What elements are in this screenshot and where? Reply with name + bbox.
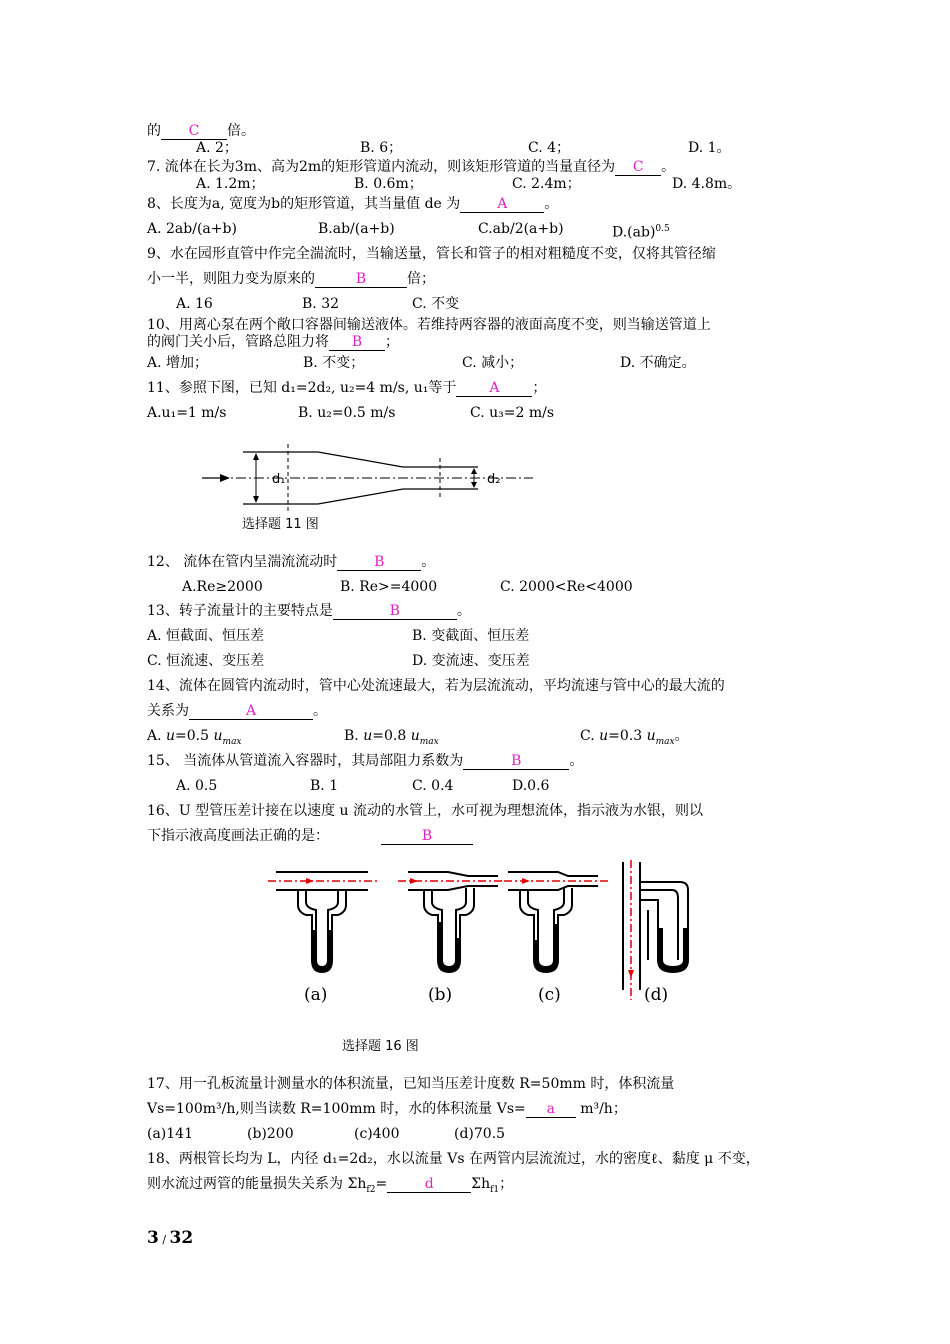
q15-option-a: A. 0.5 [176, 778, 218, 794]
q13-suffix: 。 [456, 603, 471, 619]
q16-figure-caption: 选择题 16 图 [342, 1039, 419, 1054]
q14-b-umax: u [410, 728, 420, 744]
figure-label-a: (a) [304, 985, 328, 1005]
q16-answer: B [381, 828, 473, 845]
q7-option-b: B. 0.6m； [354, 176, 423, 192]
q8-option-a: A. 2ab/(a+b) [147, 221, 237, 237]
q9-line2-text: 小一半，则阻力变为原来的 [147, 271, 315, 287]
q15-suffix: 。 [569, 753, 584, 769]
q8-option-c: C.ab/2(a+b) [478, 221, 564, 237]
q14-b-label: B. [344, 728, 364, 744]
q10-option-d: D. 不确定。 [620, 355, 696, 371]
q12-option-a: A.Re≥2000 [182, 579, 263, 595]
q8-option-d-sup: 0.5 [655, 224, 670, 234]
q14-c-end: 。 [674, 728, 689, 744]
page-total: 32 [169, 1228, 194, 1248]
q13-stem [147, 602, 471, 620]
flow-arrow-icon [220, 474, 230, 482]
q14-b-sub: max [419, 736, 439, 747]
q11-option-c: C. u₃=2 m/s [470, 405, 555, 421]
q6-prefix: 的 [147, 123, 161, 139]
q9-suffix: 倍； [407, 271, 435, 287]
q6-suffix: 倍。 [227, 123, 255, 139]
q11-option-a: A.u₁=1 m/s [147, 405, 227, 421]
q17-option-c: (c)400 [354, 1126, 400, 1142]
page-number [147, 1228, 193, 1248]
q15-stem [147, 752, 583, 770]
q6-option-d: D. 1。 [688, 140, 731, 156]
q15-answer: B [463, 753, 569, 770]
q7-suffix: 。 [661, 159, 676, 175]
q14-c-label: C. [580, 728, 600, 744]
q8-text: 8、长度为a, 宽度为b的矩形管道，其当量值 de 为 [147, 196, 461, 212]
q8-option-d-text: D.(ab) [612, 224, 656, 241]
figure-label-b: (b) [428, 985, 453, 1005]
mercury-c-right [553, 924, 558, 964]
q13-option-b: B. 变截面、恒压差 [412, 628, 530, 644]
flow-arrow-a-icon [306, 878, 314, 884]
q14-line1: 14、流体在圆管内流动时，管中心处流速最大，若为层流流动，平均流速与管中心的最大流的 [147, 678, 725, 694]
q14-line2 [147, 702, 327, 720]
q9-option-b: B. 32 [302, 296, 340, 312]
q15-option-d: D.0.6 [512, 778, 550, 794]
q14-option-c [580, 727, 689, 751]
q8-option-b: B.ab/(a+b) [318, 221, 395, 237]
q14-line2-text: 关系为 [147, 703, 189, 719]
q10-line1: 10、用离心泵在两个敞口容器间输送液体。若维持两容器的液面高度不变，则当输送管道上 [147, 317, 711, 333]
d2-arrow-down-icon [471, 482, 477, 488]
q14-a-sub: max [222, 736, 242, 747]
mercury-a-left [312, 930, 317, 964]
q17-option-d: (d)70.5 [454, 1126, 506, 1142]
q18-eq: = [375, 1176, 388, 1192]
d2-label: d₂ [487, 472, 501, 487]
q14-c-rest: =0.3 [608, 728, 647, 744]
flow-arrow-d-icon [628, 970, 634, 978]
q15-option-c: C. 0.4 [412, 778, 454, 794]
q6-stem [147, 122, 255, 140]
mercury-a-right [327, 930, 332, 964]
d1-arrow-down-icon [253, 496, 259, 503]
q18-line2-text: 则水流过两管的能量损失关系为 Σh [147, 1176, 367, 1192]
q11-option-b: B. u₂=0.5 m/s [298, 405, 396, 421]
q16-line2 [147, 827, 473, 845]
q17-option-a: (a)141 [147, 1126, 193, 1142]
q10-line2 [147, 333, 399, 351]
pipe-bottom-wall [243, 489, 478, 504]
q13-answer: B [333, 603, 457, 620]
q14-c-umax: u [646, 728, 656, 744]
q18-sub2: f1 [490, 1184, 500, 1195]
d2-arrow-up-icon [471, 468, 477, 474]
q13-option-d: D. 变流速、变压差 [412, 653, 530, 669]
q14-answer: A [189, 703, 313, 720]
q14-option-b [344, 727, 439, 751]
q8-suffix: 。 [544, 196, 559, 212]
page-current: 3 [147, 1228, 159, 1248]
q16-manometer-figure [268, 860, 708, 1010]
q16-line2-text: 下指示液高度画法正确的是： [147, 828, 329, 844]
q14-c-sub: max [655, 736, 675, 747]
q12-option-b: B. Re>=4000 [340, 579, 438, 595]
d1-arrow-up-icon [253, 453, 259, 460]
q9-option-a: A. 16 [176, 296, 213, 312]
q12-suffix: 。 [421, 554, 436, 570]
q7-option-c: C. 2.4m； [512, 176, 581, 192]
q6-answer: C [161, 123, 227, 140]
q14-a-rest: =0.5 [175, 728, 214, 744]
q14-a-umax: u [213, 728, 223, 744]
q11-text: 11、参照下图，已知 d₁=2d₂, u₂=4 m/s, u₁等于 [147, 380, 457, 396]
q16-line1: 16、U 型管压差计接在以速度 u 流动的水管上，水可视为理想流体，指示液为水银，则以 [147, 803, 703, 819]
q17-line1: 17、用一孔板流量计测量水的体积流量，已知当压差计度数 R=50mm 时，体积流量 [147, 1076, 675, 1092]
q14-suffix: 。 [313, 703, 327, 719]
q10-option-a: A. 增加； [147, 355, 209, 371]
q14-b-rest: =0.8 [372, 728, 411, 744]
q17-line2-unit: m³/h； [575, 1101, 627, 1117]
q8-answer: A [460, 196, 544, 213]
q11-stem [147, 379, 546, 397]
q7-answer: C [615, 159, 661, 176]
q12-stem [147, 553, 435, 571]
mercury-d-left [658, 928, 663, 964]
q8-option-d [612, 220, 670, 242]
d1-label: d₁ [272, 472, 286, 487]
page-separator: / [158, 1233, 170, 1246]
q8-stem [147, 195, 558, 213]
q10-line2-text: 的阀门关小后，管路总阻力将 [147, 334, 329, 350]
q14-c-u: u [599, 728, 609, 744]
q10-option-b: B. 不变； [303, 355, 365, 371]
q13-option-c: C. 恒流速、变压差 [147, 653, 265, 669]
pipe-top-wall [243, 452, 478, 467]
q6-option-c: C. 4； [528, 140, 571, 156]
q9-line1: 9、水在园形直管中作完全湍流时，当输送量，管长和管子的相对粗糙度不变，仅将其管径缩 [147, 246, 716, 262]
q11-figure-caption: 选择题 11 图 [242, 517, 319, 532]
q18-sub1: f2 [366, 1184, 376, 1195]
q18-end: ； [499, 1176, 514, 1192]
q13-text: 13、转子流量计的主要特点是 [147, 603, 333, 619]
q11-pipe-figure [198, 440, 538, 515]
q17-line2 [147, 1100, 627, 1118]
q7-option-d: D. 4.8m。 [672, 176, 742, 192]
mercury-d-right [683, 928, 688, 964]
q12-option-c: C. 2000<Re<4000 [500, 579, 633, 595]
q9-option-c: C. 不变 [412, 296, 460, 312]
figure-label-d: (d) [644, 985, 669, 1005]
q11-suffix: ； [532, 380, 547, 396]
q15-option-b: B. 1 [310, 778, 339, 794]
q7-text: 7. 流体在长为3m、高为2m的矩形管道内流动，则该矩形管道的当量直径为 [147, 159, 616, 175]
q14-option-a [147, 727, 242, 751]
q18-line1: 18、两根管长均为 L，内径 d₁=2d₂，水以流量 Vs 在两管内层流流过，水的密度ℓ、黏度 μ 不变， [147, 1151, 760, 1167]
q15-text: 15、 当流体从管道流入容器时，其局部阻力系数为 [147, 753, 464, 769]
q18-line2 [147, 1175, 513, 1199]
q6-option-b: B. 6； [360, 140, 403, 156]
q9-answer: B [315, 271, 407, 288]
q18-answer: d [387, 1176, 471, 1193]
q17-option-b: (b)200 [247, 1126, 294, 1142]
q10-option-c: C. 减小； [462, 355, 524, 371]
q6-option-a: A. 2； [196, 140, 238, 156]
q7-stem [147, 158, 675, 176]
q10-answer: B [329, 334, 385, 351]
q11-answer: A [456, 380, 532, 397]
flow-arrow-c-icon [522, 878, 530, 884]
q14-a-u: u [166, 728, 176, 744]
q17-answer: a [526, 1101, 576, 1118]
q12-answer: B [337, 554, 421, 571]
mercury-b-left [438, 922, 443, 964]
figure-label-c: (c) [538, 985, 561, 1005]
q14-b-u: u [363, 728, 373, 744]
q17-line2-text: Vs=100m³/h,则当读数 R=100mm 时，水的体积流量 Vs= [147, 1101, 526, 1117]
manometer-a [276, 872, 368, 972]
q18-line2-rhs: Σh [471, 1176, 491, 1192]
q7-option-a: A. 1.2m； [196, 176, 265, 192]
q9-line2 [147, 270, 435, 288]
q10-suffix: ； [385, 334, 399, 350]
q12-text: 12、 流体在管内呈湍流流动时 [147, 554, 338, 570]
q13-option-a: A. 恒截面、恒压差 [147, 628, 265, 644]
flow-arrow-b-icon [410, 878, 418, 884]
q14-a-label: A. [147, 728, 167, 744]
manometer-b [408, 872, 498, 972]
